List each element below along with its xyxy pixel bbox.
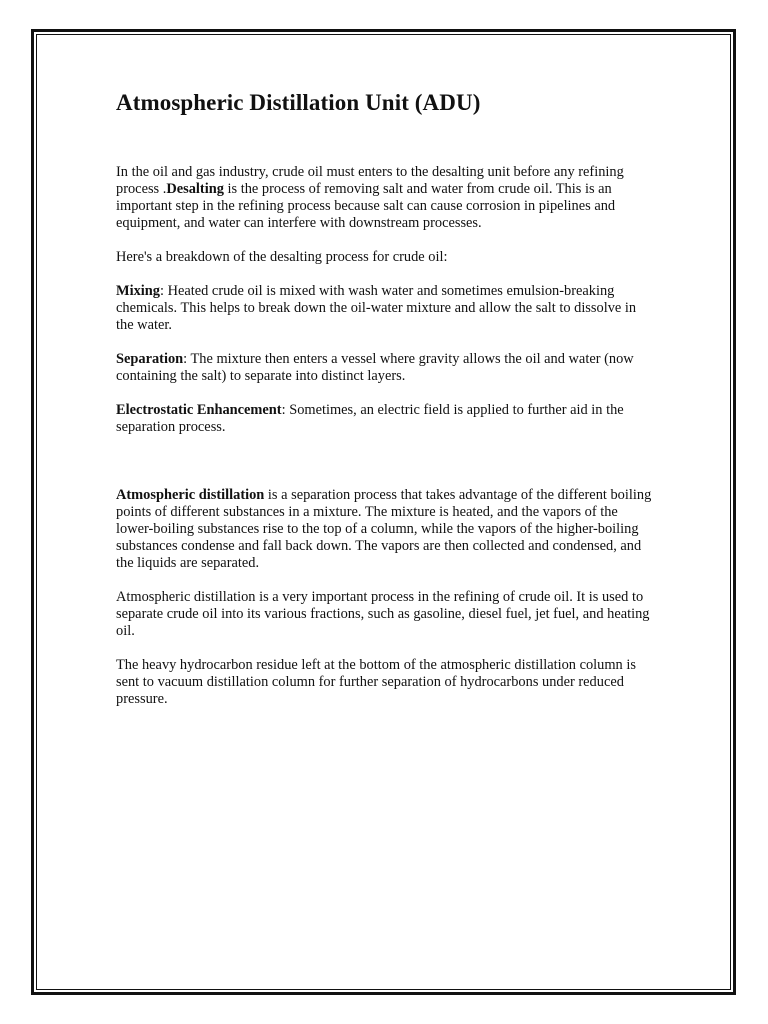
distillation-paragraph: [116, 487, 656, 572]
intro-text-after: is the process of removing salt and water from crude oil. This is an important step in the refining process because salt can cause corrosion in pipelines and equipment, and water can interfere with downstream processes.: [116, 181, 616, 231]
desalting-term: Desalting: [166, 181, 224, 197]
step-electrostatic-paragraph: [116, 402, 656, 436]
step-electrostatic-term: Electrostatic Enhancement: [116, 402, 282, 418]
step-electrostatic-text: : Sometimes, an electric field is applied to further aid in the separation process.: [116, 402, 624, 435]
intro-paragraph: [116, 164, 656, 232]
intro-text-before: In the oil and gas industry, crude oil must enters to the desalting unit before any refining process .: [116, 164, 624, 197]
step-separation-term: Separation: [116, 351, 184, 367]
residue-paragraph: The heavy hydrocarbon residue left at the bottom of the atmospheric distillation column is sent to vacuum distillation column for further separation of hydrocarbons under reduced pressure.: [116, 657, 636, 707]
step-separation-text: : The mixture then enters a vessel where gravity allows the oil and water (now containing the salt) to separate into distinct layers.: [116, 351, 634, 384]
step-mixing-term: Mixing: [116, 283, 160, 299]
distillation-term: Atmospheric distillation: [116, 487, 265, 503]
distillation-text: is a separation process that takes advantage of the different boiling points of different substances in a mixture. The mixture is heated, and the vapors of the lower-boiling substances rise to the top of a column, while the vapors of the higher-boiling substances condense and fall back down. The vapors are then collected and condensed, and the liquids are separated.: [116, 487, 652, 571]
importance-paragraph: Atmospheric distillation is a very important process in the refining of crude oil. It is used to separate crude oil into its various fractions, such as gasoline, diesel fuel, jet fuel, and heating oil.: [116, 589, 650, 639]
document-title: Atmospheric Distillation Unit (ADU): [116, 90, 481, 115]
document-body: [116, 88, 656, 708]
breakdown-intro-paragraph: Here's a breakdown of the desalting process for crude oil:: [116, 249, 448, 265]
step-mixing-text: : Heated crude oil is mixed with wash water and sometimes emulsion-breaking chemicals. This helps to break down the oil-water mixture and allow the salt to dissolve in the water.: [116, 283, 637, 333]
step-mixing-paragraph: [116, 283, 656, 334]
step-separation-paragraph: [116, 351, 656, 385]
